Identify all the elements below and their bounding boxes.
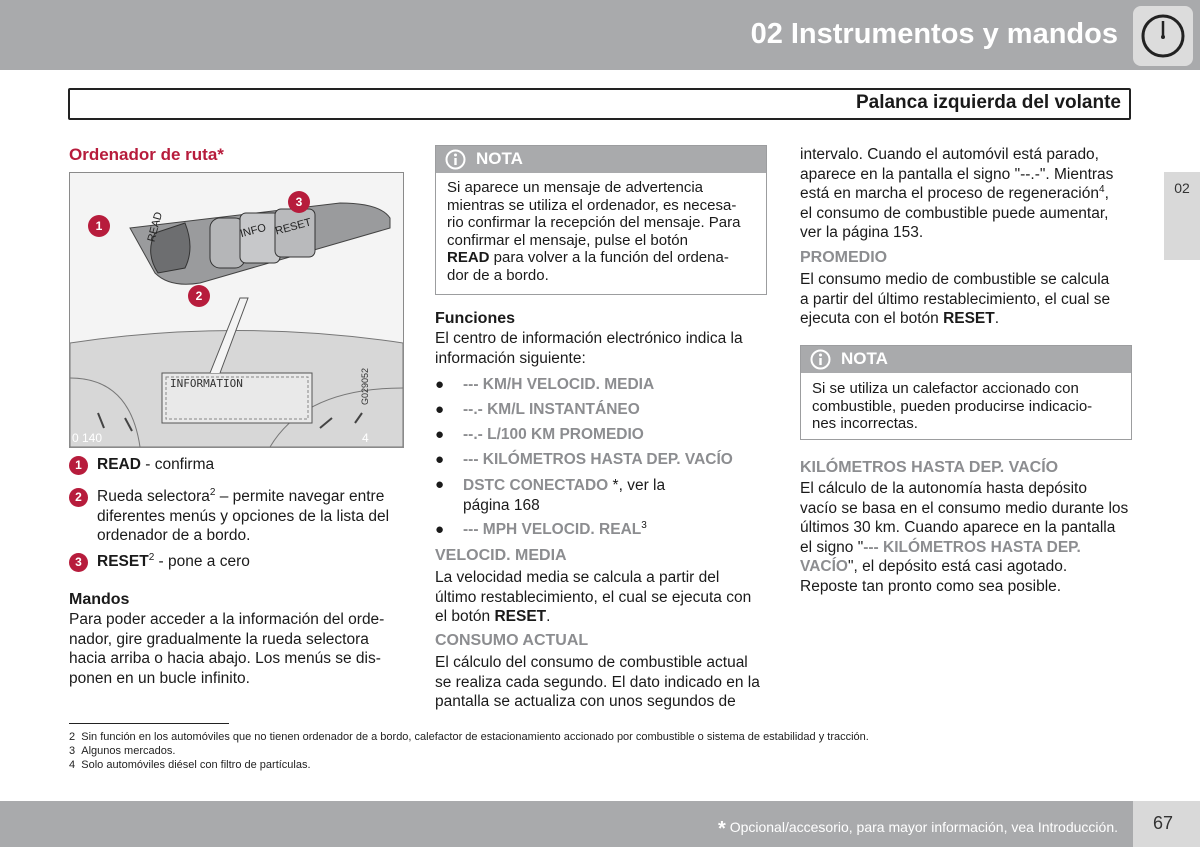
callout-2: 2 [188,285,210,307]
legend-badge-3: 3 [69,553,88,572]
list-item: --- MPH VELOCID. REAL$^3$ [463,519,647,538]
bullet: ● [435,376,445,393]
continuation-paragraph: intervalo. Cuando el automóvil está parado, aparece en la pantalla el signo "--.-". Mientras está en marcha el proceso de regeneración$^4$, el consumo de combustible puede aumentar, ver la página 153. [800,146,1114,241]
lever-info-label: INFO [238,221,268,241]
page-footer [0,801,1200,847]
note-box-1 [435,145,767,295]
legend-badge-1: 1 [69,456,88,475]
legend-item-1: READ - confirma [97,456,215,473]
display-text: INFORMATION [170,377,243,390]
list-item: --.- L/100 KM PROMEDIO [463,426,644,443]
list-item: --- KILÓMETROS HASTA DEP. VACÍO [463,451,733,468]
lever-illustration [69,172,404,448]
list-item: --.- KM/L INSTANTÁNEO [463,401,640,418]
footer-note: * Opcional/accesorio, para mayor información, vea Introducción. [718,818,1118,840]
mandos-paragraph: Para poder acceder a la información del orde- nador, gire gradualmente la rueda selectora hacia arriba o hacia abajo. Los menús se dis- ponen en un bucle infinito. [69,611,385,687]
bullet: ● [435,476,445,493]
km-paragraph: El cálculo de la autonomía hasta depósito vacío se basa en el consumo medio durante los últimos 30 km. Cuando aparece en la pantalla el signo "--- KILÓMETROS HASTA DEP. VACÍO", el depósito está casi agotado. Reposte tan pronto como sea posible. [800,480,1129,595]
bullet: ● [435,426,445,443]
footnote-4: 4 Solo automóviles diésel con filtro de partículas. [69,759,311,771]
consumo-heading: CONSUMO ACTUAL [435,632,589,649]
note-box-2 [800,345,1132,440]
info-icon [810,349,831,370]
promedio-heading: PROMEDIO [800,249,888,266]
note-text: Si aparece un mensaje de advertencia mientras se utiliza el ordenador, es necesa- rio confirmar la recepción del mensaje. Para confirmar el mensaje, pulse el botón READ para volver a la función del ordena- dor de a bordo. [447,179,741,284]
funciones-heading: Funciones [435,310,516,327]
gauge-left-value: 0 140 [72,431,103,445]
note-label: NOTA [476,149,523,168]
velocid-paragraph: La velocidad media se calcula a partir del último restablecimiento, el cual se ejecuta con el botón RESET. [435,569,752,625]
lever-read-label: READ [145,210,166,244]
consumo-paragraph: El cálculo del consumo de combustible actual se realiza cada segundo. El dato indicado en la pantalla se actualiza con unos segundos de [435,654,760,710]
legend-item-3: RESET$^2$ - pone a cero [97,551,250,570]
section-header-bar [68,88,1131,120]
info-icon [445,149,466,170]
section-heading: Ordenador de ruta* [69,145,224,164]
promedio-paragraph: El consumo medio de combustible se calcula a partir del último restablecimiento, el cual se ejecuta con el botón RESET. [800,271,1111,327]
gauge-right-value: 4 [362,431,369,445]
list-item: DSTC CONECTADO *, ver la página 168 [463,477,666,514]
lever-drawing [70,173,403,447]
km-heading: KILÓMETROS HASTA DEP. VACÍO [800,459,1059,476]
note-text: Si se utiliza un calefactor accionado con combustible, pueden producirse indicacio- nes incorrectas. [812,380,1093,432]
chapter-side-tab-label: 02 [1174,180,1190,196]
section-title: Palanca izquierda del volante [855,92,1121,113]
chapter-side-tab [1164,172,1200,260]
chapter-icon-box [1133,6,1193,66]
bullet: ● [435,451,445,468]
bullet: ● [435,401,445,418]
chapter-title: 02 Instrumentos y mandos [750,18,1118,50]
page-number-box [1133,801,1200,847]
lever-reset-label: RESET [274,216,313,238]
funciones-paragraph: El centro de información electrónico indica la información siguiente: [435,330,743,367]
velocid-heading: VELOCID. MEDIA [435,547,567,564]
legend-item-2: Rueda selectora$^2$ – permite navegar entre diferentes menús y opciones de la lista del ordenador de a bordo. [97,486,390,544]
footnote-rule [69,723,229,724]
list-item: --- KM/H VELOCID. MEDIA [463,376,655,393]
bullet: ● [435,521,445,538]
note-label: NOTA [841,349,888,368]
callout-1: 1 [88,215,110,237]
page-number: 67 [1152,813,1174,833]
footnote-3: 3 Algunos mercados. [69,745,176,757]
footnote-2: 2 Sin función en los automóviles que no tienen ordenador de a bordo, calefactor de estacionamiento accionado por combustible o sistema de estabilidad y tracción. [69,731,869,743]
note-header [436,146,766,173]
callout-3: 3 [288,191,310,213]
mandos-heading: Mandos [69,591,130,608]
legend-badge-2: 2 [69,488,88,507]
gauge-icon [1133,6,1193,66]
note-header [801,346,1131,373]
image-code: G029052 [360,367,370,405]
